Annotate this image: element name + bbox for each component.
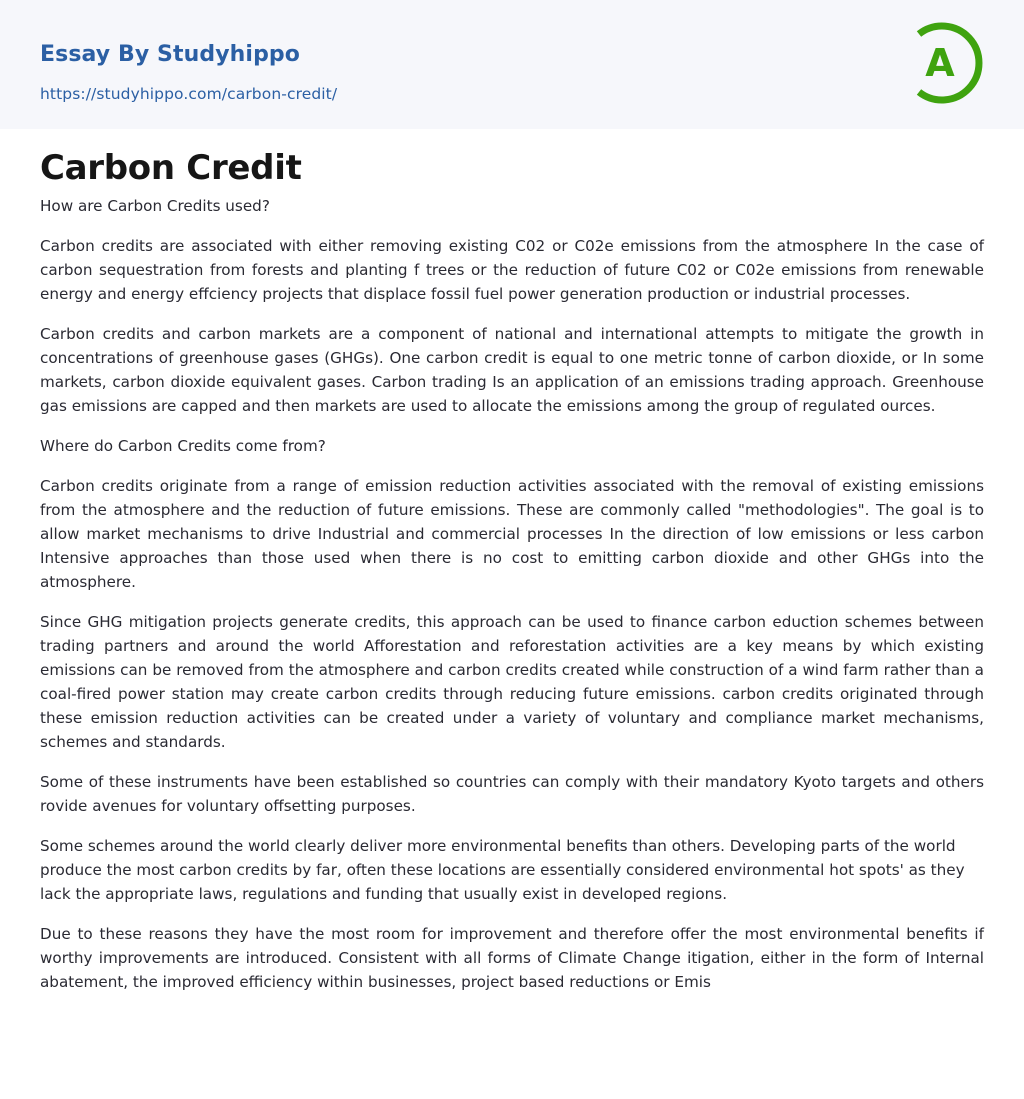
section-heading-usage: How are Carbon Credits used? [40,197,270,215]
logo-letter: A [925,41,955,85]
page-title: Carbon Credit [40,148,302,188]
paragraph: Since GHG mitigation projects generate credits, this approach can be used to finance carbon eduction schemes between trading partners and around the world Afforestation and reforestation activities are a key means by which existing emissions can be removed from the atmosphere and carbon credits created while construction of a wind farm rather than a coal-fired power station may create carbon credits through reducing future emissions. carbon credits originated through these emission reduction activities can be created under a variety of voluntary and compliance market mechanisms, schemes and standards. [40,613,984,751]
site-header [0,0,1024,129]
paragraph: Some schemes around the world clearly deliver more environmental benefits than others. Developing parts of the world produce the most carbon credits by far, often these locations are essentially considered environmental hot spots' as they lack the appropriate laws, regulations and funding that usually exist in developed regions. [40,837,965,903]
paragraph: Due to these reasons they have the most room for improvement and therefore offer the most environmental benefits if worthy improvements are introduced. Consistent with all forms of Climate Change itigation, either in the form of Internal abatement, the improved efficiency within businesses, project based reductions or Emis [40,925,984,991]
paragraph: Carbon credits originate from a range of emission reduction activities associated with the removal of existing emissions from the atmosphere and the reduction of future emissions. These are commonly called "methodologies". The goal is to allow market mechanisms to drive Industrial and commercial processes In the direction of low emissions or less carbon Intensive approaches than those used when there is no cost to emitting carbon dioxide and other GHGs into the atmosphere. [40,477,984,591]
paragraph: Some of these instruments have been established so countries can comply with their mandatory Kyoto targets and others rovide avenues for voluntary offsetting purposes. [40,773,984,815]
studyhippo-logo-icon[interactable] [910,18,988,106]
paragraph: Carbon credits and carbon markets are a component of national and international attempts to mitigate the growth in concentrations of greenhouse gases (GHGs). One carbon credit is equal to one metric tonne of carbon dioxide, or In some markets, carbon dioxide equivalent gases. Carbon trading Is an application of an emissions trading approach. Greenhouse gas emissions are capped and then markets are used to allocate the emissions among the group of regulated ources. [40,325,984,415]
paragraph: Carbon credits are associated with either removing existing C02 or C02e emissions from the atmosphere In the case of carbon sequestration from forests and planting f trees or the reduction of future C02 or C02e emissions from renewable energy and energy effciency projects that displace fossil fuel power generation production or industrial processes. [40,237,984,303]
section-heading-origin: Where do Carbon Credits come from? [40,437,326,455]
brand-title: Essay By Studyhippo [40,42,300,67]
essay-url-link[interactable]: https://studyhippo.com/carbon-credit/ [40,85,338,103]
essay-content [40,144,984,1010]
